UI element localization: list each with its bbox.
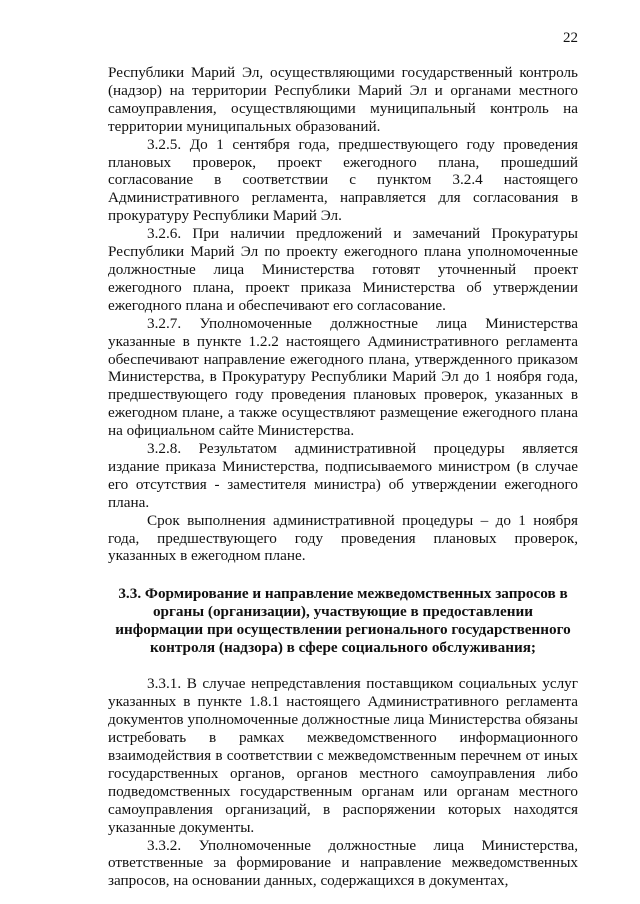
page-number: 22 (563, 30, 578, 46)
paragraph-deadline: Срок выполнения административной процедуры – до 1 ноября года, предшествующего году проведения плановых проверок, указанных в ежегодном плане. (108, 511, 578, 565)
paragraph-3-2-8: 3.2.8. Результатом административной процедуры является издание приказа Министерства, подписываемого министром (в случае его отсутствия - заместителя министра) об утверждении ежегодного плана. (108, 440, 578, 511)
paragraph-continuation: Республики Марий Эл, осуществляющими государственный контроль (надзор) на территории Республики Марий Эл и органами местного самоуправления, осуществляющими муниципальный контроль на территории муниципальных образований. (108, 64, 578, 135)
paragraph-3-2-7: 3.2.7. Уполномоченные должностные лица Министерства указанные в пункте 1.2.2 настоящего Административного регламента обеспечивают направление ежегодного плана, утвержденного приказом Министерства, в Прокуратуру Республики Марий Эл до 1 ноября года, предшествующего году проведения плановых проверок, указанных в ежегодном плане, а также осуществляют размещение ежегодного плана на официальном сайте Министерства. (108, 314, 578, 440)
paragraph-3-2-5: 3.2.5. До 1 сентября года, предшествующего году проведения плановых проверок, проект ежегодного плана, прошедший согласование в соответствии с пунктом 3.2.4 настоящего Административного регламента, направляется для согласования в прокуратуру Республики Марий Эл. (108, 135, 578, 225)
section-heading-3-3: 3.3. Формирование и направление межведомственных запросов в органы (организации), участвующие в предоставлении информации при осуществлении регионального государственного контроля (надзора) в сфере социального обслуживания; (115, 585, 571, 657)
paragraph-3-3-2: 3.3.2. Уполномоченные должностные лица Министерства, ответственные за формирование и направление межведомственных запросов, на основании данных, содержащихся в документах, (108, 836, 578, 890)
paragraph-3-2-6: 3.2.6. При наличии предложений и замечаний Прокуратуры Республики Марий Эл по проекту ежегодного плана уполномоченные должностные лица Министерства готовят уточненный проект ежегодного плана, проект приказа Министерства об утверждении ежегодного плана и обеспечивают его согласование. (108, 225, 578, 314)
document-body (108, 64, 578, 890)
paragraph-3-3-1: 3.3.1. В случае непредставления поставщиком социальных услуг указанных в пункте 1.8.1 настоящего Административного регламента документов уполномоченные должностные лица Министерства обязаны истребовать в рамках межведомственного информационного взаимодействия в соответствии с межведомственным перечнем от иных государственных органов, органов местного самоуправления либо подведомственных государственным органам или органам местного самоуправления организаций, в распоряжении которых находятся указанные документы. (108, 675, 578, 836)
